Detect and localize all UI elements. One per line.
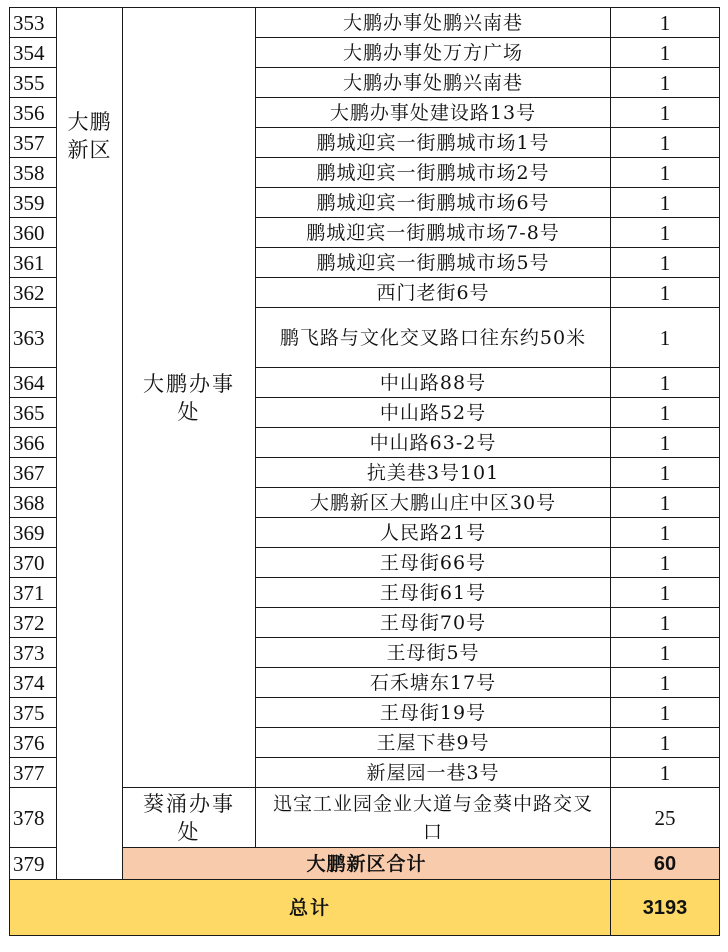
quantity-cell: 1 (611, 98, 720, 128)
quantity-cell: 1 (611, 428, 720, 458)
row-number: 368 (10, 488, 57, 518)
total-row (10, 880, 720, 936)
address-cell: 中山路52号 (256, 398, 611, 428)
quantity-cell: 1 (611, 638, 720, 668)
subtotal-label: 大鹏新区合计 (123, 848, 611, 880)
office-cell-kuichong (123, 788, 256, 848)
address-text: 迅宝工业园金业大道与金葵中路交叉口 (272, 792, 593, 843)
row-number: 374 (10, 668, 57, 698)
data-table (9, 7, 720, 936)
row-number: 376 (10, 728, 57, 758)
address-cell: 鹏城迎宾一街鹏城市场5号 (256, 248, 611, 278)
quantity-cell: 1 (611, 518, 720, 548)
quantity-cell: 1 (611, 308, 720, 368)
office-cell-dapeng (123, 8, 256, 788)
quantity-cell: 1 (611, 218, 720, 248)
address-cell: 鹏城迎宾一街鹏城市场2号 (256, 158, 611, 188)
address-cell: 中山路88号 (256, 368, 611, 398)
row-number: 379 (10, 848, 57, 880)
quantity-cell: 1 (611, 158, 720, 188)
district-label: 大鹏新区 (67, 110, 112, 162)
row-number: 378 (10, 788, 57, 848)
quantity-cell: 25 (611, 788, 720, 848)
row-number: 377 (10, 758, 57, 788)
row-number: 361 (10, 248, 57, 278)
row-number: 373 (10, 638, 57, 668)
address-cell: 大鹏办事处建设路13号 (256, 98, 611, 128)
row-number: 360 (10, 218, 57, 248)
address-cell: 中山路63-2号 (256, 428, 611, 458)
quantity-cell: 1 (611, 608, 720, 638)
address-cell: 王屋下巷9号 (256, 728, 611, 758)
quantity-cell: 1 (611, 188, 720, 218)
quantity-cell: 1 (611, 248, 720, 278)
quantity-cell: 1 (611, 578, 720, 608)
quantity-cell: 1 (611, 128, 720, 158)
total-label: 总计 (10, 880, 611, 936)
row-number: 371 (10, 578, 57, 608)
address-text: 鹏飞路与文化交叉路口往东约50米 (279, 326, 587, 349)
address-cell: 王母街5号 (256, 638, 611, 668)
row-number: 375 (10, 698, 57, 728)
address-cell: 西门老街6号 (256, 278, 611, 308)
row-number: 367 (10, 458, 57, 488)
quantity-cell: 1 (611, 398, 720, 428)
row-number: 369 (10, 518, 57, 548)
row-number: 363 (10, 308, 57, 368)
quantity-cell: 1 (611, 488, 720, 518)
address-cell: 王母街70号 (256, 608, 611, 638)
quantity-cell: 1 (611, 278, 720, 308)
subtotal-value: 60 (611, 848, 720, 880)
office-label-dapeng: 大鹏办事处 (143, 371, 235, 424)
address-cell: 新屋园一巷3号 (256, 758, 611, 788)
quantity-cell: 1 (611, 8, 720, 38)
quantity-cell: 1 (611, 698, 720, 728)
quantity-cell: 1 (611, 668, 720, 698)
address-cell: 王母街66号 (256, 548, 611, 578)
row-number: 362 (10, 278, 57, 308)
address-cell: 大鹏办事处鹏兴南巷 (256, 68, 611, 98)
district-cell (57, 8, 123, 880)
row-number: 356 (10, 98, 57, 128)
quantity-cell: 1 (611, 758, 720, 788)
address-cell (256, 308, 611, 368)
quantity-cell: 1 (611, 38, 720, 68)
office-label-kuichong: 葵涌办事处 (143, 791, 235, 844)
row-number: 359 (10, 188, 57, 218)
quantity-cell: 1 (611, 548, 720, 578)
address-cell: 鹏城迎宾一街鹏城市场6号 (256, 188, 611, 218)
address-cell: 抗美巷3号101 (256, 458, 611, 488)
address-cell: 石禾塘东17号 (256, 668, 611, 698)
address-cell: 大鹏办事处万方广场 (256, 38, 611, 68)
address-cell: 人民路21号 (256, 518, 611, 548)
row-number: 366 (10, 428, 57, 458)
row-number: 372 (10, 608, 57, 638)
row-number: 365 (10, 398, 57, 428)
row-number: 358 (10, 158, 57, 188)
row-number: 353 (10, 8, 57, 38)
row-number: 354 (10, 38, 57, 68)
row-number: 364 (10, 368, 57, 398)
address-cell: 鹏城迎宾一街鹏城市场7-8号 (256, 218, 611, 248)
quantity-cell: 1 (611, 68, 720, 98)
quantity-cell: 1 (611, 368, 720, 398)
address-cell: 王母街19号 (256, 698, 611, 728)
table-row (10, 8, 720, 38)
address-cell (256, 788, 611, 848)
quantity-cell: 1 (611, 458, 720, 488)
address-cell: 大鹏新区大鹏山庄中区30号 (256, 488, 611, 518)
address-cell: 王母街61号 (256, 578, 611, 608)
row-number: 357 (10, 128, 57, 158)
row-number: 370 (10, 548, 57, 578)
address-cell: 大鹏办事处鹏兴南巷 (256, 8, 611, 38)
row-number: 355 (10, 68, 57, 98)
address-cell: 鹏城迎宾一街鹏城市场1号 (256, 128, 611, 158)
quantity-cell: 1 (611, 728, 720, 758)
total-value: 3193 (611, 880, 720, 936)
